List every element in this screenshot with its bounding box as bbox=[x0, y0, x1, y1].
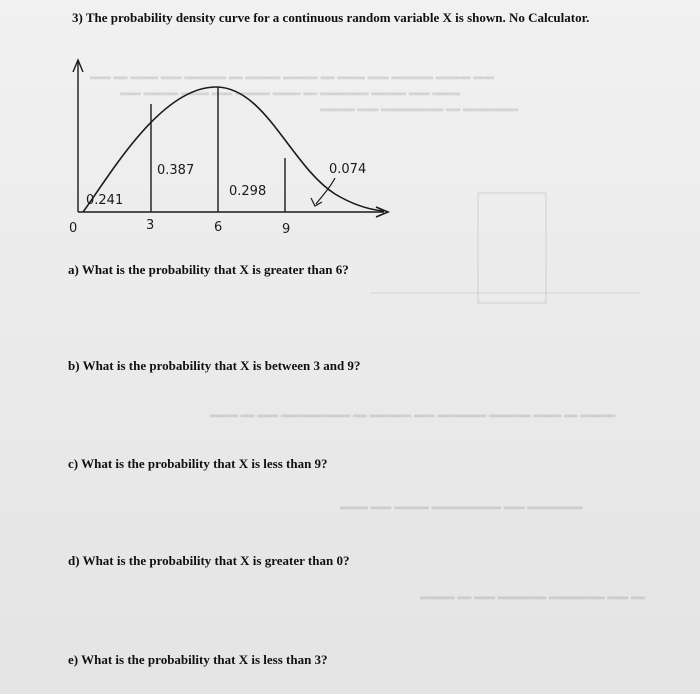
x-label-3: 3 bbox=[146, 218, 155, 233]
question-label: b) bbox=[68, 358, 80, 373]
question-text: What is the probability that X is less than 3? bbox=[81, 652, 328, 667]
question-label: c) bbox=[68, 456, 79, 471]
question-label: d) bbox=[68, 553, 80, 568]
question-a bbox=[68, 262, 349, 278]
x-label-6: 6 bbox=[214, 220, 223, 235]
x-label-9: 9 bbox=[282, 222, 291, 237]
question-label: e) bbox=[68, 652, 79, 667]
problem-number: 3) bbox=[72, 10, 83, 25]
region-label-0-3: 0.241 bbox=[86, 193, 124, 208]
region-label-6-9: 0.298 bbox=[229, 184, 267, 199]
question-e bbox=[68, 652, 328, 668]
question-c bbox=[68, 456, 328, 472]
question-text: What is the probability that X is greater than 0? bbox=[82, 553, 350, 568]
question-text: What is the probability that X is between 3 and 9? bbox=[82, 358, 361, 373]
bleed-through-box bbox=[478, 193, 546, 303]
question-d bbox=[68, 553, 349, 569]
question-label: a) bbox=[68, 262, 79, 277]
question-b bbox=[68, 358, 360, 374]
x-label-0: 0 bbox=[69, 221, 78, 236]
problem-text: The probability density curve for a continuous random variable X is shown. No Calculator. bbox=[85, 10, 590, 25]
region-label-3-6: 0.387 bbox=[157, 163, 195, 178]
region-label-above-9: 0.074 bbox=[329, 162, 367, 177]
question-text: What is the probability that X is greater than 6? bbox=[81, 262, 349, 277]
question-text: What is the probability that X is less than 9? bbox=[81, 456, 328, 471]
